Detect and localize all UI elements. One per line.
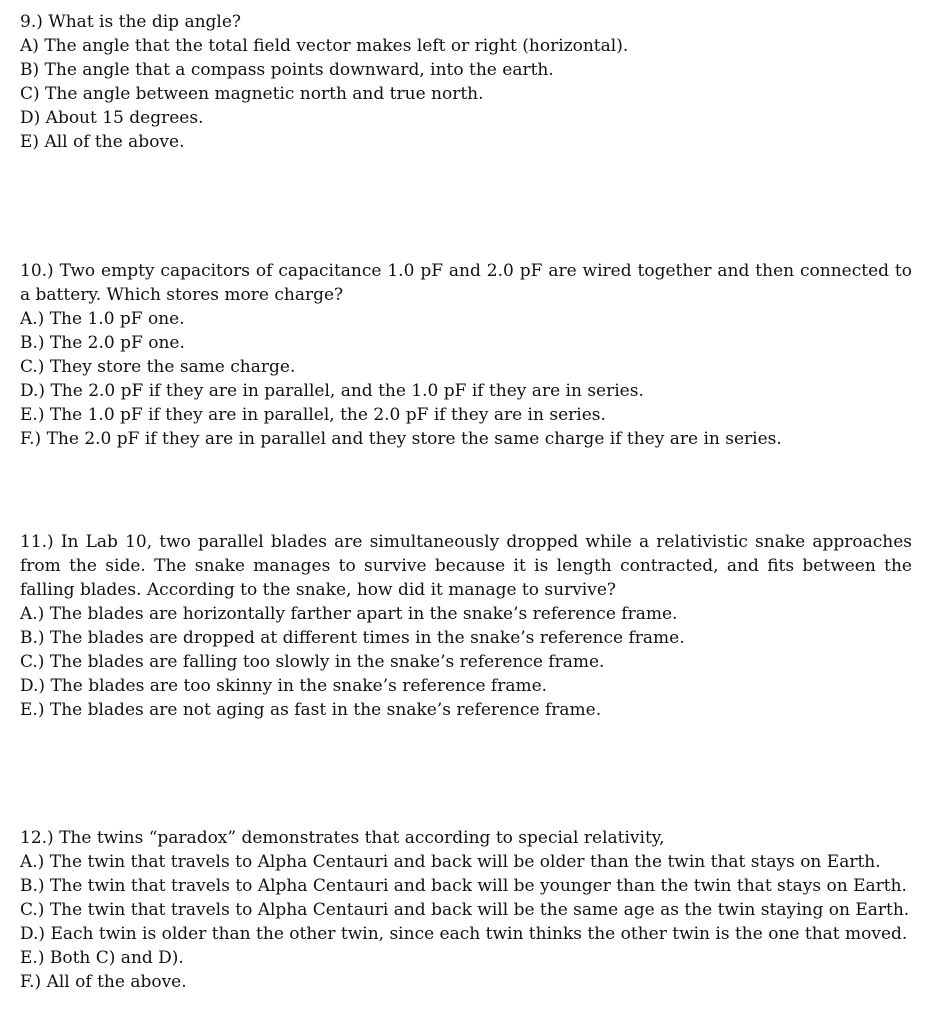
question-12-option-c: C.) The twin that travels to Alpha Centauri and back will be the same age as the twin staying on Earth. bbox=[20, 900, 910, 920]
question-12-option-d: D.) Each twin is older than the other twin, since each twin thinks the other twin is the one that moved. bbox=[20, 924, 908, 944]
question-10-option-f: F.) The 2.0 pF if they are in parallel and they store the same charge if they are in series. bbox=[20, 429, 782, 449]
question-9-option-a: A) The angle that the total field vector makes left or right (horizontal). bbox=[20, 36, 629, 56]
question-10-stem: 10.) Two empty capacitors of capacitance 1.0 pF and 2.0 pF are wired together and then connected to a battery. Which stores more charge? bbox=[20, 261, 912, 305]
question-10 bbox=[20, 259, 912, 451]
question-11-option-c: C.) The blades are falling too slowly in the snake’s reference frame. bbox=[20, 652, 605, 672]
question-12-option-f: F.) All of the above. bbox=[20, 972, 187, 992]
question-9-option-c: C) The angle between magnetic north and true north. bbox=[20, 84, 484, 104]
question-12-options bbox=[20, 850, 912, 994]
question-10-options bbox=[20, 307, 912, 451]
question-10-option-b: B.) The 2.0 pF one. bbox=[20, 333, 185, 353]
question-11-stem: 11.) In Lab 10, two parallel blades are simultaneously dropped while a relativistic snake approaches from the side. The snake manages to survive because it is length contracted, and fits between the falling blades. According to the snake, how did it manage to survive? bbox=[20, 532, 912, 600]
question-9-option-b: B) The angle that a compass points downward, into the earth. bbox=[20, 60, 554, 80]
question-10-option-c: C.) They store the same charge. bbox=[20, 357, 296, 377]
question-12-option-b: B.) The twin that travels to Alpha Centauri and back will be younger than the twin that stays on Earth. bbox=[20, 876, 907, 896]
question-11-option-a: A.) The blades are horizontally farther apart in the snake’s reference frame. bbox=[20, 604, 678, 624]
question-12-stem: 12.) The twins “paradox” demonstrates that according to special relativity, bbox=[20, 828, 665, 848]
question-10-option-e: E.) The 1.0 pF if they are in parallel, the 2.0 pF if they are in series. bbox=[20, 405, 606, 425]
question-12 bbox=[20, 826, 912, 994]
question-9-option-d: D) About 15 degrees. bbox=[20, 108, 204, 128]
question-11 bbox=[20, 530, 912, 722]
question-9-options bbox=[20, 34, 912, 154]
question-9-option-e: E) All of the above. bbox=[20, 132, 185, 152]
question-9-stem: 9.) What is the dip angle? bbox=[20, 12, 242, 32]
question-12-option-a: A.) The twin that travels to Alpha Centauri and back will be older than the twin that stays on Earth. bbox=[20, 852, 881, 872]
question-10-option-a: A.) The 1.0 pF one. bbox=[20, 309, 185, 329]
question-11-options bbox=[20, 602, 912, 722]
question-11-option-d: D.) The blades are too skinny in the snake’s reference frame. bbox=[20, 676, 548, 696]
question-11-option-e: E.) The blades are not aging as fast in the snake’s reference frame. bbox=[20, 700, 602, 720]
question-10-option-d: D.) The 2.0 pF if they are in parallel, and the 1.0 pF if they are in series. bbox=[20, 381, 644, 401]
question-11-option-b: B.) The blades are dropped at different times in the snake’s reference frame. bbox=[20, 628, 685, 648]
question-9 bbox=[20, 10, 912, 154]
question-12-option-e: E.) Both C) and D). bbox=[20, 948, 184, 968]
